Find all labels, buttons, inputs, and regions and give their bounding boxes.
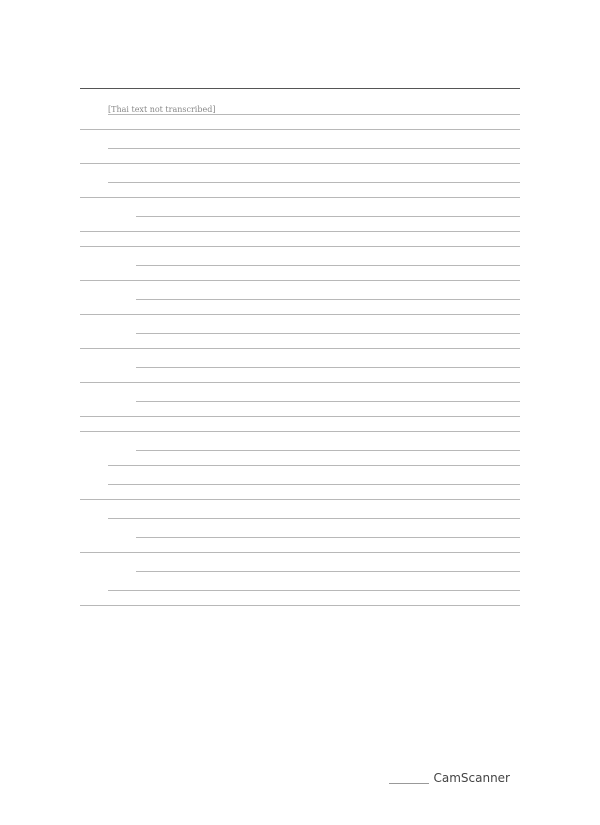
text-line [80,544,520,553]
text-line [136,359,520,368]
scanner-app-name: CamScanner [433,771,510,785]
text-line [80,408,520,417]
text-line [108,476,520,485]
scanner-watermark [389,771,510,785]
text-line [108,140,520,149]
document-header [80,58,510,92]
text-line [80,155,520,164]
paragraph-4 [80,208,520,247]
text-line [80,491,520,500]
untranscribed-thai-word [389,773,429,784]
paragraph-15 [80,582,520,606]
paragraph-8 [80,359,520,383]
paragraph-5 [80,257,520,281]
paragraph-1 [80,106,520,130]
paragraph-12 [80,510,520,519]
paragraph-13 [80,529,520,553]
text-line [108,174,520,183]
text-line [80,423,520,432]
text-line [136,442,520,451]
paragraph-9 [80,393,520,432]
paragraph-10 [80,442,520,466]
text-line [136,208,520,217]
paragraph-3 [80,174,520,198]
text-line [80,272,520,281]
text-line [136,529,520,538]
header-divider [80,88,520,89]
paragraph-14 [80,563,520,572]
text-line [136,325,520,334]
text-line [108,510,520,519]
paragraph-7 [80,325,520,349]
text-line [80,223,520,232]
text-line: [Thai text not transcribed] [108,106,520,115]
text-line [80,306,520,315]
text-line [80,238,520,247]
document-body [80,100,520,616]
text-line [80,597,520,606]
text-line [80,189,520,198]
text-line [80,374,520,383]
text-line [108,582,520,591]
text-line [136,563,520,572]
paragraph-11 [80,476,520,500]
text-line [108,457,520,466]
text-line [80,340,520,349]
paragraph-2 [80,140,520,164]
paragraph-6 [80,291,520,315]
text-line [136,393,520,402]
text-line [80,121,520,130]
text-line [136,291,520,300]
text-line [136,257,520,266]
